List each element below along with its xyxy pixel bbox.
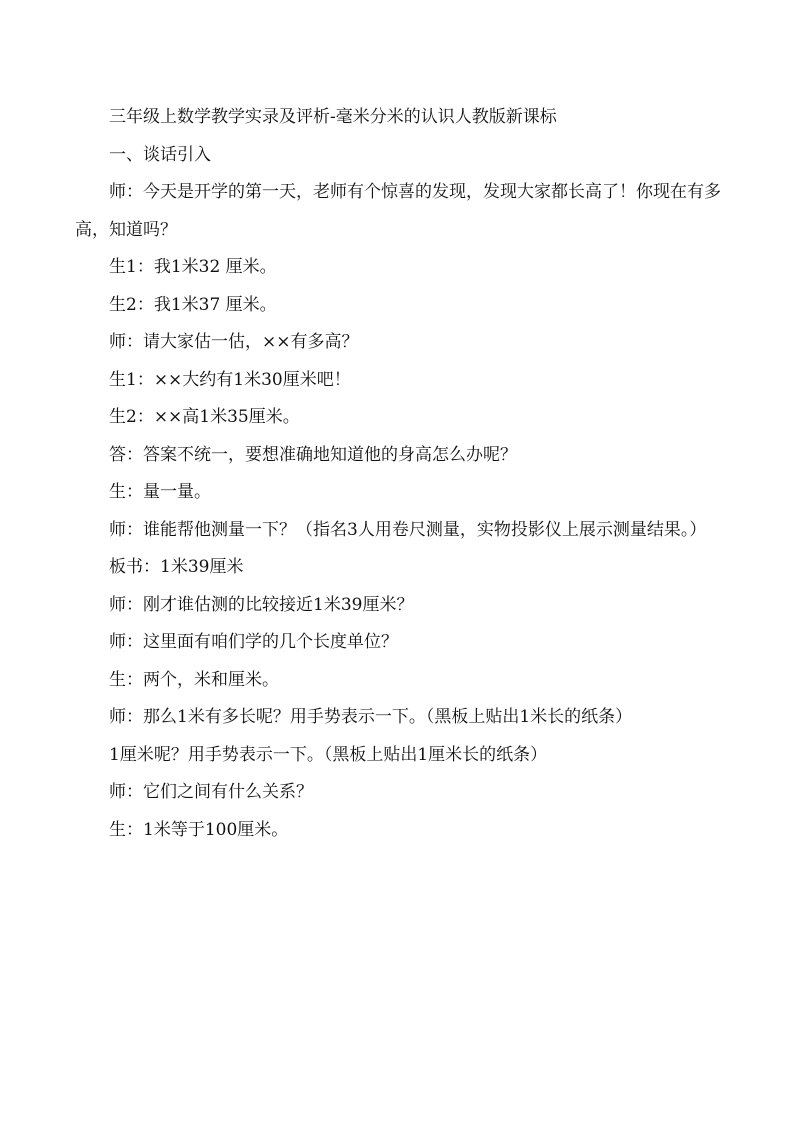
paragraph: 生2：××高1米35厘米。 [109, 407, 300, 427]
paragraph: 师：请大家估一估，××有多高？ [109, 332, 359, 352]
paragraph: 板书：1米39厘米 [109, 557, 244, 577]
paragraph: 师：刚才谁估测的比较接近1米39厘米？ [109, 594, 414, 615]
paragraph: 生2：我1米37 厘米。 [109, 294, 277, 315]
paragraph: 师：谁能帮他测量一下？（指名3人用卷尺测量，实物投影仪上展示测量结果。） [109, 519, 707, 540]
section-heading: 一、谈话引入 [109, 144, 211, 165]
document-body [75, 99, 725, 849]
paragraph: 生：两个，米和厘米。 [109, 669, 279, 690]
paragraph: 生：量一量。 [109, 482, 211, 502]
paragraph: 生1：××大约有1米30厘米吧！ [109, 369, 351, 390]
paragraph: 师：那么1米有多长呢？用手势表示一下。（黑板上贴出1米长的纸条） [109, 707, 633, 727]
paragraph: 师：它们之间有什么关系？ [109, 782, 313, 802]
document-title: 三年级上数学教学实录及评析-毫米分米的认识人教版新课标 [109, 107, 557, 127]
paragraph: 1厘米呢？用手势表示一下。（黑板上贴出1厘米长的纸条） [109, 744, 548, 765]
paragraph: 生1：我1米32 厘米。 [109, 257, 277, 277]
paragraph: 师：这里面有咱们学的几个长度单位？ [109, 632, 398, 652]
paragraph: 答：答案不统一，要想准确地知道他的身高怎么办呢？ [109, 444, 517, 465]
paragraph: 师：今天是开学的第一天，老师有个惊喜的发现，发现大家都长高了！你现在有多高，知道吗？ [75, 182, 721, 240]
paragraph: 生：1米等于100厘米。 [109, 819, 289, 840]
